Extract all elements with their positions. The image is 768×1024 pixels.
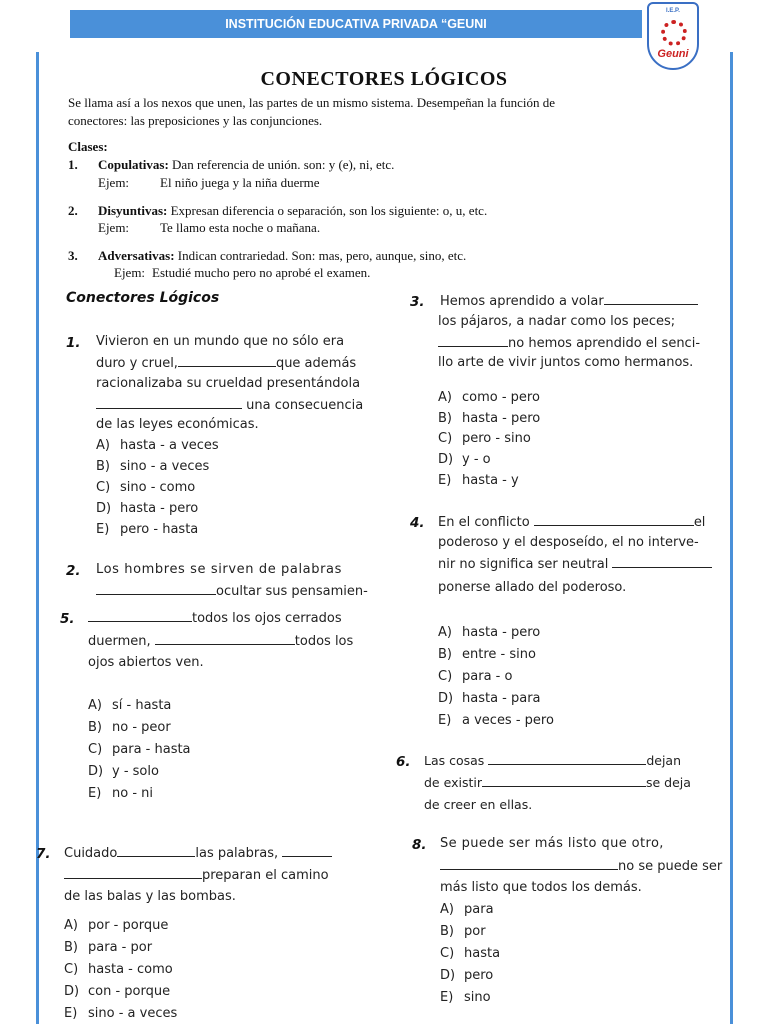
option-text: hasta - como xyxy=(88,962,173,977)
class-item xyxy=(68,203,487,219)
school-logo xyxy=(647,2,699,70)
option-text: hasta xyxy=(464,946,501,961)
option-letter: A) xyxy=(438,390,452,405)
option-letter: E) xyxy=(438,713,452,728)
question-text xyxy=(440,293,698,309)
answer-blank[interactable] xyxy=(117,845,195,857)
answer-option[interactable] xyxy=(438,473,519,488)
class-description: Indican contrariedad. Son: mas, pero, aunque, sino, etc. xyxy=(177,248,467,263)
overlay-cut xyxy=(60,600,390,608)
option-text: hasta - y xyxy=(462,473,519,488)
option-text: pero - sino xyxy=(462,431,531,446)
answer-option[interactable] xyxy=(88,698,171,713)
option-text: para - o xyxy=(462,669,513,684)
answer-option[interactable] xyxy=(96,480,195,495)
option-letter: D) xyxy=(64,984,80,999)
option-letter: B) xyxy=(96,459,110,474)
page-title: CONECTORES LÓGICOS xyxy=(260,68,508,90)
left-margin-line xyxy=(36,52,39,1024)
answer-blank[interactable] xyxy=(482,775,646,787)
option-letter: C) xyxy=(96,480,111,495)
question-text xyxy=(424,775,691,790)
option-letter: C) xyxy=(438,431,453,446)
answer-option[interactable] xyxy=(440,990,491,1005)
question-text-part: todos los xyxy=(294,634,354,649)
option-letter: D) xyxy=(88,764,104,779)
answer-option[interactable] xyxy=(96,438,219,453)
option-letter: D) xyxy=(96,501,112,516)
question-text: poderoso y el desposeído, el no interve- xyxy=(438,535,699,550)
answer-option[interactable] xyxy=(438,411,540,426)
question-number: 5. xyxy=(60,611,75,627)
gear-icon xyxy=(661,20,687,46)
answer-blank[interactable] xyxy=(438,335,508,347)
question-text-part: duermen, xyxy=(88,634,151,649)
section-title: Conectores Lógicos xyxy=(66,290,220,306)
option-text: y - o xyxy=(462,452,491,467)
option-letter: B) xyxy=(438,411,452,426)
institution-header: INSTITUCIÓN EDUCATIVA PRIVADA “GEUNI xyxy=(70,10,642,38)
answer-option[interactable] xyxy=(88,764,159,779)
answer-option[interactable] xyxy=(64,984,170,999)
logo-brand-text: Geuni xyxy=(657,48,689,60)
option-text: hasta - a veces xyxy=(120,438,219,453)
answer-option[interactable] xyxy=(440,968,493,983)
answer-option[interactable] xyxy=(438,390,540,405)
answer-blank[interactable] xyxy=(178,355,276,367)
option-letter: D) xyxy=(438,452,454,467)
answer-blank[interactable] xyxy=(155,633,295,645)
question-text xyxy=(88,633,353,649)
option-text: hasta - pero xyxy=(120,501,199,516)
answer-blank[interactable] xyxy=(440,858,618,870)
answer-option[interactable] xyxy=(96,522,198,537)
question-text xyxy=(88,610,342,626)
question-number: 6. xyxy=(396,754,411,770)
question-text xyxy=(424,753,681,768)
answer-option[interactable] xyxy=(64,918,168,933)
option-text: sino - a veces xyxy=(88,1006,178,1021)
answer-option[interactable] xyxy=(96,459,209,474)
option-text: a veces - pero xyxy=(462,713,554,728)
question-text-part: de existir xyxy=(424,775,482,790)
option-letter: B) xyxy=(440,924,454,939)
question-text-part: no hemos aprendido el senci- xyxy=(508,336,701,351)
option-letter: E) xyxy=(438,473,452,488)
question-text xyxy=(96,397,363,413)
question-number: 8. xyxy=(412,837,427,853)
answer-option[interactable] xyxy=(96,501,198,516)
question-number: 2. xyxy=(66,563,81,579)
question-text: de las balas y las bombas. xyxy=(64,889,236,904)
option-letter: B) xyxy=(438,647,452,662)
answer-option[interactable] xyxy=(438,713,554,728)
question-text-part: dejan xyxy=(646,753,681,768)
class-name: Disyuntivas: xyxy=(98,203,168,218)
answer-blank[interactable] xyxy=(534,514,694,526)
answer-blank[interactable] xyxy=(96,583,216,595)
right-margin-line xyxy=(730,52,733,1024)
question-text xyxy=(64,845,332,861)
option-text: no - ni xyxy=(112,786,153,801)
class-item xyxy=(68,248,466,264)
question-text-part: preparan el camino xyxy=(202,868,329,883)
answer-option[interactable] xyxy=(438,669,512,684)
question-text-part: Hemos aprendido a volar xyxy=(440,294,604,309)
option-letter: A) xyxy=(438,625,452,640)
classes-heading: Clases: xyxy=(68,139,108,154)
option-letter: C) xyxy=(88,742,103,757)
question-text xyxy=(96,583,368,599)
answer-blank[interactable] xyxy=(282,845,332,857)
answer-blank[interactable] xyxy=(604,293,698,305)
answer-option[interactable] xyxy=(64,940,152,955)
question-number: 1. xyxy=(66,335,81,351)
question-text: llo arte de vivir juntos como hermanos. xyxy=(438,355,694,370)
option-text: hasta - para xyxy=(462,691,541,706)
option-letter: A) xyxy=(440,902,454,917)
answer-option[interactable] xyxy=(88,720,171,735)
question-text: los pájaros, a nadar como los peces; xyxy=(438,314,676,329)
option-text: por xyxy=(464,924,486,939)
option-text: hasta - pero xyxy=(462,625,541,640)
option-letter: B) xyxy=(88,720,102,735)
question-text: más listo que todos los demás. xyxy=(440,880,642,895)
question-text-part: no se puede ser xyxy=(618,859,723,874)
question-text xyxy=(438,556,712,572)
answer-option[interactable] xyxy=(438,452,491,467)
answer-blank[interactable] xyxy=(88,610,192,622)
class-item xyxy=(68,157,394,173)
option-letter: E) xyxy=(64,1006,78,1021)
answer-option[interactable] xyxy=(440,902,494,917)
example-label: Ejem: xyxy=(98,175,130,190)
question-number: 7. xyxy=(36,846,51,862)
option-letter: A) xyxy=(88,698,102,713)
class-description: Expresan diferencia o separación, son los siguiente: o, u, etc. xyxy=(170,203,488,218)
question-text-part: ocultar sus pensamien- xyxy=(216,584,368,599)
example-text: El niño juega y la niña duerme xyxy=(160,175,320,190)
option-letter: B) xyxy=(64,940,78,955)
question-text-part: todos los ojos cerrados xyxy=(192,611,342,626)
answer-blank[interactable] xyxy=(488,753,646,765)
option-text: y - solo xyxy=(112,764,159,779)
option-letter: E) xyxy=(440,990,454,1005)
question-text: racionalizaba su crueldad presentándola xyxy=(96,376,361,391)
question-text: ponerse allado del poderoso. xyxy=(438,580,627,595)
question-text xyxy=(438,335,700,351)
definition-line: conectores: las preposiciones y las conjunciones. xyxy=(68,113,323,128)
logo-iep-text: I.E.P. xyxy=(666,8,680,14)
question-text: Los hombres se sirven de palabras xyxy=(96,562,342,577)
option-text: para xyxy=(464,902,494,917)
option-text: entre - sino xyxy=(462,647,536,662)
option-letter: D) xyxy=(438,691,454,706)
question-text xyxy=(64,867,329,883)
answer-blank[interactable] xyxy=(64,867,202,879)
class-example xyxy=(114,265,370,281)
definition-line: Se llama así a los nexos que unen, las partes de un mismo sistema. Desempeñan la función de xyxy=(68,95,556,110)
answer-option[interactable] xyxy=(64,1006,177,1021)
option-letter: A) xyxy=(96,438,110,453)
option-text: para - hasta xyxy=(112,742,191,757)
question-text-part: Las cosas xyxy=(424,753,485,768)
example-text: Te llamo esta noche o mañana. xyxy=(160,220,321,235)
question-text xyxy=(440,858,722,874)
class-number: 3. xyxy=(68,248,78,263)
example-label: Ejem: xyxy=(98,220,130,235)
class-example xyxy=(98,220,320,236)
answer-option[interactable] xyxy=(88,786,153,801)
option-letter: E) xyxy=(88,786,102,801)
option-letter: C) xyxy=(438,669,453,684)
option-text: como - pero xyxy=(462,390,540,405)
question-text: Vivieron en un mundo que no sólo era xyxy=(96,334,345,349)
option-text: pero - hasta xyxy=(120,522,199,537)
answer-option[interactable] xyxy=(438,647,536,662)
answer-option[interactable] xyxy=(438,691,541,706)
question-text-part: que además xyxy=(275,356,357,371)
class-name: Copulativas: xyxy=(98,157,169,172)
option-text: hasta - pero xyxy=(462,411,541,426)
option-letter: A) xyxy=(64,918,78,933)
option-text: sino xyxy=(464,990,491,1005)
option-text: con - porque xyxy=(88,984,171,999)
answer-option[interactable] xyxy=(438,431,531,446)
question-number: 4. xyxy=(410,515,425,531)
option-letter: C) xyxy=(64,962,79,977)
answer-option[interactable] xyxy=(438,625,540,640)
example-label: Ejem: xyxy=(114,265,146,280)
question-text-part: En el conflicto xyxy=(438,515,530,530)
answer-option[interactable] xyxy=(64,962,173,977)
question-text: de las leyes económicas. xyxy=(96,417,259,432)
option-text: pero xyxy=(464,968,494,983)
question-number: 3. xyxy=(410,294,425,310)
option-text: sino - como xyxy=(120,480,196,495)
option-letter: C) xyxy=(440,946,455,961)
class-number: 1. xyxy=(68,157,78,172)
question-text-part: las palabras, xyxy=(195,846,279,861)
answer-option[interactable] xyxy=(440,924,486,939)
option-letter: D) xyxy=(440,968,456,983)
question-text-part: Cuidado xyxy=(64,846,118,861)
class-description: Dan referencia de unión. son: y (e), ni, etc. xyxy=(172,157,395,172)
question-text-part: el xyxy=(693,515,706,530)
class-name: Adversativas: xyxy=(98,248,175,263)
option-text: para - por xyxy=(88,940,153,955)
option-text: sí - hasta xyxy=(112,698,172,713)
option-text: no - peor xyxy=(112,720,171,735)
question-text-part: duro y cruel, xyxy=(96,356,178,371)
answer-blank[interactable] xyxy=(612,556,712,568)
example-text: Estudié mucho pero no aprobé el examen. xyxy=(152,265,371,280)
question-text: ojos abiertos ven. xyxy=(88,655,204,670)
option-text: sino - a veces xyxy=(120,459,210,474)
class-number: 2. xyxy=(68,203,78,218)
option-text: por - porque xyxy=(88,918,169,933)
answer-option[interactable] xyxy=(440,946,500,961)
question-text xyxy=(438,514,705,530)
question-text: Se puede ser más listo que otro, xyxy=(440,836,664,851)
answer-option[interactable] xyxy=(88,742,191,757)
question-text-part: se deja xyxy=(645,775,691,790)
class-example xyxy=(98,175,320,191)
question-text: de creer en ellas. xyxy=(424,797,533,812)
question-text xyxy=(96,355,356,371)
answer-blank[interactable] xyxy=(96,397,242,409)
option-letter: E) xyxy=(96,522,110,537)
question-text-part: una consecuencia xyxy=(246,398,364,413)
question-text-part: nir no significa ser neutral xyxy=(438,557,609,572)
